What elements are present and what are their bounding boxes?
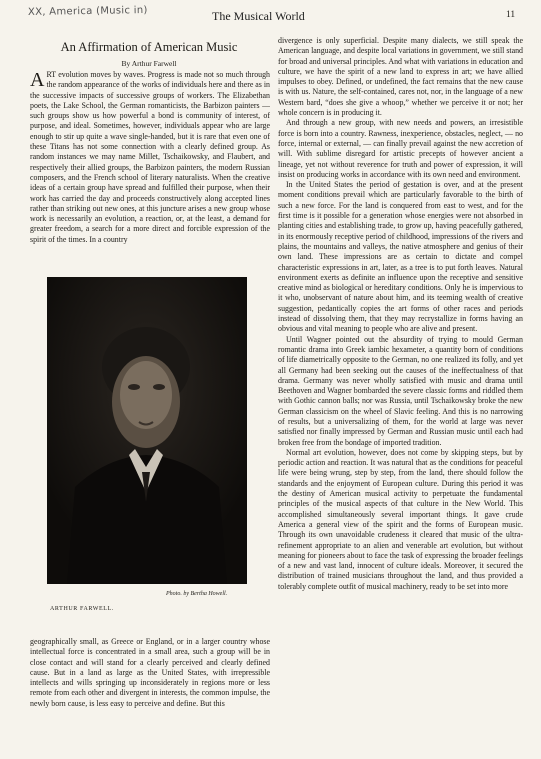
- left-column-bottom: [30, 637, 270, 753]
- paragraph: In the United States the period of gestation is over, and at the present moment conditions prevail which are particularly favorable to the birth of such a new force. For the land is conquered from east to west, and for the first time is it possible for a generation whose energies were not absorbed in planting cities and establishing trade, to grow up, having peacefully gathered, in its enormously receptive period of childhood, impressions of the rivers and plains, the mountains and valleys, the native atmosphere and genius of their own land. These impressions are as certain to dictate and compel characteristic expressions in art, later, as a tree is to put forth leaves. Natural environment exerts as definite an influence upon the receptive and sensitive creative mind as biological or hereditary conditions. Only he is impervious to it who, unobservant of nature about him, and its teeming wealth of creative suggestion, pedantically copies the art forms of other races and periods instead of dissolving them, that they may recrystallize in forms having an obvious and vital meaning to people who are alive and present.: [278, 180, 523, 334]
- paragraph: Normal art evolution, however, does not come by skipping steps, but by periodic action and reaction. It was natural that as the conditions for peaceful life were being wrung, step by step, from the land, there should follow the standards and the enjoyment of European culture. During this period it was the destiny of American musical activity to perpetuate the fundamental principles of the musical aspects of that culture in the New World. This accomplished simultaneously several important things. It gave crude America a general view of the spirit and the forms of European music. Through its own unavoidable crudeness it cleared that music of the ultra-refinement appropriate to an alien and venerable art evolution, but without meaning for pioneers about to face the task of expressing the broader feelings of a new and vast land, innocent of culture ideals. Moreover, it secured the distribution of trained musicians throughout the land, and thus provided a tolerably complete outfit of musical machinery, ready to be set into more: [278, 447, 523, 591]
- article-byline: By Arthur Farwell: [121, 59, 177, 68]
- handwritten-annotation: XX, America (Music in): [27, 4, 148, 19]
- photo-caption: ARTHUR FARWELL.: [50, 606, 114, 612]
- portrait-illustration: [47, 277, 247, 584]
- left-column-top: [30, 70, 270, 266]
- paragraph: geographically small, as Greece or England, or in a larger country whose intellectual force is concentrated in a small area, such a group will be in close contact and will stand for a clearly perceived and clearly defined cause. But in a land as large as the United States, with irrepressible intellects and wills springing up inconsiderately in regions more or less remote from each other and divergent in interests, the common impulse, the newly born cause, is less easy to perceive and define. But this: [30, 637, 270, 708]
- portrait-photo: [47, 277, 247, 584]
- paragraph: Until Wagner pointed out the absurdity of trying to mould German romantic drama into Greek iambic hexameter, a quantity born of conditions of life diametrically opposite to the German, no one realized its folly, and yet all Germany had been seeking out the causes of the ineffectualness of that drama. Germany was never wholly satisfied with music and drama until Beethoven and Wagner bombarded the severe classic forms and riddled them with Gothic cannon balls; nor was Russia, until Tschaikowsky broke the new German classicism on the wheel of Slavic feeling. And this is no narrowing of results, but a universalizing of them, for the world at large was never satisfied nor finally impressed by German and Russian music until each had broken free from the bondage of imported tradition.: [278, 334, 523, 447]
- paragraph-text: RT evolution moves by waves. Progress is made not so much through the random appearance of the works of individuals here and there as in the successive impacts of successive groups of workers. The Elizabethan poets, the Lake School, the German romanticists, the Barbizon painters — such groups show us how powerful a bond is community of interest, of purpose, and ideal. Sometimes, however, individuals appear who are large enough to stir up quite a wave single-handed, but it is rare that even one of these Titans has not some connection with a clearly defined group. As random instances we may name Millet, Tschaikowsky, and Flaubert, and respectively their allied groups, the Barbizon painters, the modern Russian composers, and the French school of literary naturalists. When the creative ideas of a certain group have spread and fulfilled their purpose, when their work has carried the day and proceeds constructively along accepted lines rather than striking out new ones, at this juncture arises a new group whose work is necessarily an evolution, a reaction, or, at the least, a demand for greater freedom, a search for a more direct and forcible expression of the spirit of the times. In a country: [30, 70, 270, 244]
- photo-credit: Photo. by Bertha Howell.: [166, 591, 228, 597]
- running-header: The Musical World: [212, 9, 305, 23]
- right-column: [278, 36, 523, 756]
- paragraph: [30, 70, 270, 245]
- paragraph: And through a new group, with new needs and powers, an irresistible force is born into a country. Rawness, inexperience, obstacles, neglect, — no force, internal or external, — can finally prevail against the new accretion of will. With sublime disregard for artistic precepts of however ancient a lineage, yet not without reverence for truth and power of expression, it will insist on producing works in accordance with its own need and environment.: [278, 118, 523, 179]
- article-title: An Affirmation of American Music: [60, 40, 238, 54]
- page-number: 11: [506, 10, 516, 20]
- drop-cap: A: [30, 70, 45, 91]
- paragraph: divergence is only superficial. Despite many dialects, we still speak the American language, and despite local variations in government, we still stand for broad and universal principles. And what with variations in education and culture, we have the spirit of a new land to express in art; we have allied impulses to obey. Defined, or undefined, the fact remains that the new cause is with us. Nature, the self-contained, cares not, nor, in the language of a new Western bard, “does she give a whoop,” whether we perceive it or not; her whole concern is in producing it.: [278, 36, 523, 118]
